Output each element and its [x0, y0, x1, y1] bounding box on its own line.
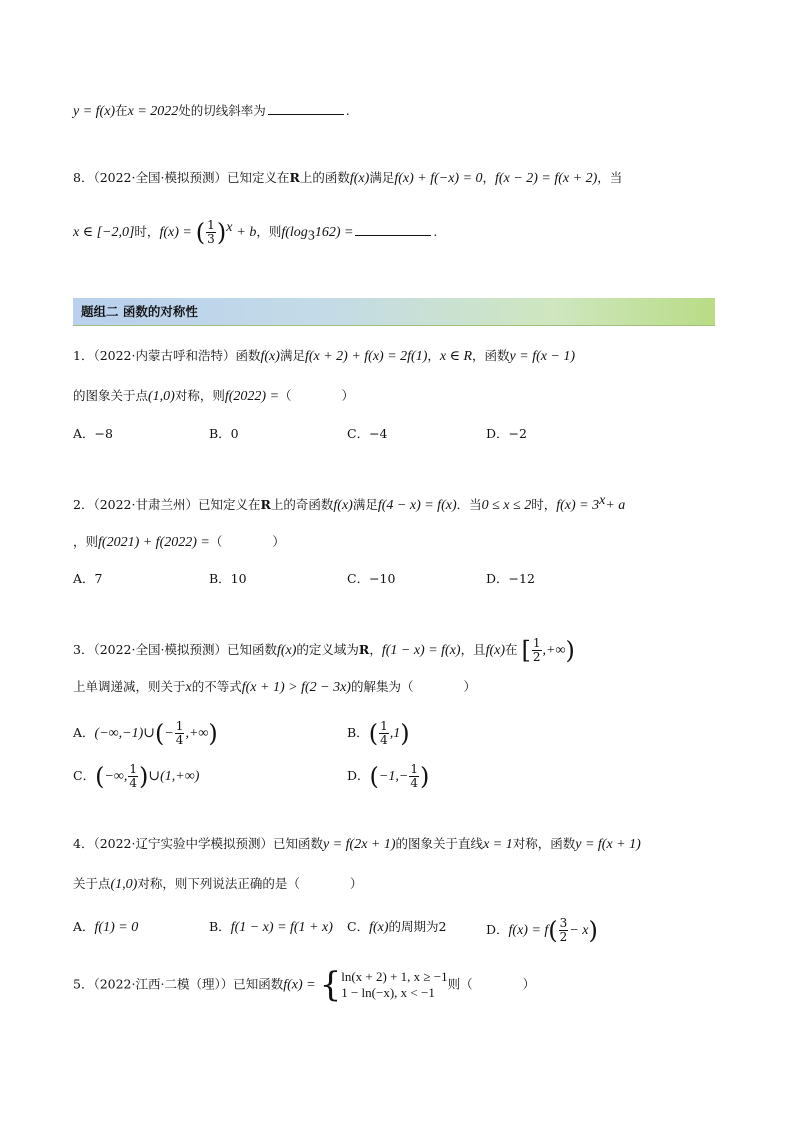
q3-optB-paren-left: (	[368, 719, 379, 748]
q4-source: 4．（2022·辽宁实验中学模拟预测）已知函数	[73, 836, 323, 851]
q3-optB-num: 1	[380, 719, 388, 733]
q3-optA-frac	[175, 720, 185, 747]
q1-paren: （ ）	[279, 388, 355, 403]
q1-eq: f(x + 2) + f(x) = 2f(1)	[304, 349, 428, 364]
q4-optD-den: 2	[559, 930, 568, 944]
q4-option-d[interactable]	[486, 917, 598, 944]
q3-optA-paren-right: )	[208, 719, 218, 748]
q3-half	[532, 637, 542, 664]
q2-eq: f(4 − x) = f(x)	[377, 498, 457, 514]
q3-text5: 的不等式	[191, 679, 242, 694]
q7-text: 在	[115, 103, 128, 118]
q3-optB-paren-right: )	[400, 719, 410, 748]
q2-option-b[interactable]: B．10	[209, 571, 247, 586]
q8-real-set: R	[289, 170, 300, 185]
q8-answer-blank[interactable]	[355, 234, 431, 236]
q1-sep: ，	[427, 348, 440, 363]
q4-optD-part2: − x	[569, 923, 589, 938]
q3-optC-num: 1	[129, 762, 138, 776]
q2-line1	[73, 491, 625, 516]
q3-optC-paren-right: )	[139, 762, 149, 791]
q3-optD-label: D．	[347, 768, 370, 783]
q4-text4: 对称，则下列说法正确的是（ ）	[137, 876, 363, 891]
q8-eq2: f(x − 2) = f(x + 2)	[495, 171, 598, 186]
q4-option-a[interactable]	[73, 917, 138, 938]
q2-real-set: R	[260, 497, 271, 513]
q1-option-d[interactable]: D．−2	[486, 426, 527, 441]
q4-optD-num: 3	[559, 916, 568, 930]
q1-f2022: f(2022) =	[224, 389, 280, 404]
q2-exponent: x	[599, 493, 606, 508]
q2-option-a[interactable]: A．7	[73, 571, 103, 586]
q3-option-b[interactable]	[347, 720, 410, 747]
q2-line2	[73, 532, 285, 553]
q2-option-d[interactable]: D．−12	[486, 571, 535, 586]
q4-line1	[73, 834, 641, 855]
q4-optD-label: D．	[486, 922, 509, 937]
q2-source: 2．（2022·甘肃兰州）已知定义在	[73, 497, 261, 513]
q4-optB-label: B．	[209, 919, 231, 934]
q5-text: 则（ ）	[447, 976, 536, 992]
q8-text2: 满足	[369, 170, 395, 185]
q3-half-num: 1	[532, 636, 541, 650]
q3-optD-paren-left: (	[369, 762, 379, 791]
q8-fx: f(x)	[349, 171, 370, 186]
q7-answer-blank[interactable]	[268, 113, 344, 115]
q4-eq: y = f(2x + 1)	[323, 837, 396, 852]
q5-fx: f(x) =	[283, 977, 316, 993]
q4-optC-label: C．	[347, 919, 370, 934]
q4-optB-expr: f(1 − x) = f(1 + x)	[230, 920, 333, 935]
q3-paren-right: )	[565, 636, 575, 665]
q3-text2: ，且	[460, 642, 486, 657]
q3-option-d[interactable]	[347, 763, 429, 790]
q3-optD-num: 1	[410, 762, 418, 776]
q8-text4: 时，	[134, 224, 160, 240]
q4-optD-part1: f(x) = f	[508, 923, 549, 938]
q4-optD-paren-left: (	[548, 916, 558, 945]
q3-optC-frac	[128, 763, 138, 790]
q4-option-b[interactable]	[209, 917, 333, 938]
q3-optA-label: A．	[73, 725, 95, 740]
q1-text2: ，函数	[472, 348, 510, 363]
q8-text: 上的函数	[299, 170, 350, 185]
q8-paren-left: (	[195, 218, 206, 247]
q3-optD-frac	[409, 763, 419, 790]
q3-optC-label: C．	[73, 768, 96, 783]
q7-tail-line	[73, 101, 350, 122]
q3-optC-paren-left: (	[95, 762, 105, 791]
q2-eq2: f(x) = 3	[556, 498, 600, 514]
q2-text3: ．当	[456, 497, 482, 513]
q3-half-den: 2	[532, 650, 541, 664]
q8-log: f(log	[281, 225, 308, 241]
q1-source: 1．（2022·内蒙古呼和浩特）函数	[73, 348, 261, 363]
q1-line2	[73, 386, 354, 407]
q3-text3: 在	[505, 642, 518, 657]
q3-optC-den: 4	[129, 776, 138, 790]
q8-domain: x ∈ [−2,0]	[73, 225, 135, 241]
q2-option-c[interactable]: C．−10	[347, 571, 396, 586]
q1-text4: 对称，则	[174, 388, 225, 403]
q3-optA-part1: (−∞,−1)∪	[94, 726, 155, 741]
q2-plus-a: + a	[605, 498, 626, 514]
q8-text3: ，当	[597, 170, 623, 185]
q5-case2: 1 − ln(−x), x < −1	[341, 985, 435, 1000]
q3-bracket-left: [	[521, 636, 531, 665]
q4-option-c[interactable]	[347, 917, 446, 938]
q3-var: x	[185, 680, 192, 695]
q8-source: （2022·全国·模拟预测）已知定义在	[93, 170, 290, 185]
q1-fx: f(x)	[260, 349, 280, 364]
q3-optD-paren-right: )	[419, 762, 430, 791]
q8-fx2: f(x) =	[159, 225, 192, 241]
q8-number: 8．	[73, 170, 94, 185]
q7-text2: 处的切线斜率为	[178, 103, 266, 118]
q3-optD-part1: −1,−	[378, 769, 409, 784]
q3-option-c[interactable]	[73, 763, 199, 790]
q2-cond: 0 ≤ x ≤ 2	[481, 498, 532, 514]
q3-optC-part2: ∪(1,+∞)	[148, 769, 200, 784]
q3-optA-den: 4	[175, 733, 184, 747]
q7-end: .	[345, 103, 350, 118]
q8-plus-b: + b	[236, 225, 257, 241]
q3-optA-neg: −	[164, 726, 174, 741]
q3-source: 3．（2022·全国·模拟预测）已知函数	[73, 642, 277, 657]
q4-point: (1,0)	[110, 877, 138, 892]
q3-optB-den: 4	[380, 733, 388, 747]
q3-line1	[73, 637, 575, 664]
q7-function: y = f(x)	[73, 104, 116, 119]
q3-text4: 上单调递减，则关于	[73, 679, 186, 694]
q8-log-base: 3	[307, 228, 315, 244]
q4-eq2: y = f(x + 1)	[575, 837, 641, 852]
q1-option-c[interactable]: C．−4	[347, 426, 388, 441]
q1-option-a[interactable]: A．−8	[73, 426, 113, 441]
q1-option-b[interactable]: B．0	[209, 426, 239, 441]
q4-text: 的图象关于直线	[395, 836, 484, 851]
q3-text: 的定义域为	[296, 642, 359, 657]
q3-infinity: ,+∞	[542, 643, 566, 658]
q3-sep: ，	[369, 642, 382, 657]
q2-text2: 满足	[352, 497, 378, 513]
q3-inequality: f(x + 1) > f(2 − 3x)	[241, 680, 351, 695]
q4-optC-text: 的周期为2	[388, 919, 447, 934]
q8-exponent: x	[226, 220, 233, 235]
q3-optD-den: 4	[410, 776, 418, 790]
q3-optC-part1: −∞,	[104, 769, 128, 784]
q5-line1	[73, 965, 536, 1005]
q1-text3: 的图象关于点	[73, 388, 149, 403]
q3-option-a[interactable]	[73, 720, 218, 747]
q4-line2	[73, 874, 362, 895]
q3-fx2: f(x)	[485, 643, 506, 658]
q3-optB-frac	[379, 720, 389, 747]
q4-optA-expr: f(1) = 0	[94, 920, 139, 935]
q3-optB-label: B．	[347, 725, 369, 740]
q4-line-eq: x = 1	[483, 837, 513, 852]
q8-log-arg: 162) =	[314, 225, 354, 241]
q8-line1	[73, 168, 622, 189]
q3-optA-paren-left: (	[154, 719, 165, 748]
q3-optA-part2: ,+∞	[185, 726, 209, 741]
q2-paren: （ ）	[209, 534, 285, 549]
q4-optD-frac	[559, 917, 569, 944]
q3-line2	[73, 677, 476, 698]
q2-text5: ，则	[73, 534, 99, 549]
section-header-symmetry: 题组二 函数的对称性	[73, 298, 715, 326]
q4-optC-fx: f(x)	[369, 920, 389, 935]
q1-point: (1,0)	[148, 389, 175, 404]
q3-optA-num: 1	[175, 719, 184, 733]
q8-frac-den: 3	[207, 232, 215, 247]
q3-real-set: R	[358, 642, 370, 657]
q8-eq1: f(x) + f(−x) = 0	[394, 171, 483, 186]
q5-case1: ln(x + 2) + 1, x ≥ −1	[341, 969, 448, 984]
q4-text3: 关于点	[73, 876, 111, 891]
q8-sep: ，	[482, 170, 496, 185]
q8-end: .	[433, 224, 438, 240]
q3-text6: 的解集为（ ）	[350, 679, 476, 694]
q4-text2: 对称，函数	[512, 836, 576, 851]
q7-point: x = 2022	[127, 104, 179, 119]
q4-optD-paren-right: )	[588, 916, 598, 945]
q2-sum: f(2021) + f(2022) =	[98, 535, 210, 550]
q1-line1	[73, 346, 575, 367]
q4-optA-label: A．	[73, 919, 95, 934]
q2-text: 上的奇函数	[270, 497, 334, 513]
q1-text: 满足	[279, 348, 305, 363]
q8-paren-right: )	[216, 218, 227, 247]
q3-fx: f(x)	[276, 643, 297, 658]
q3-eq: f(1 − x) = f(x)	[381, 643, 461, 658]
q8-text5: ，则	[256, 224, 282, 240]
q5-brace: {	[319, 965, 342, 1005]
q8-fraction	[206, 219, 216, 246]
q8-line2	[73, 218, 437, 247]
q5-piecewise	[341, 969, 447, 1001]
q8-frac-num: 1	[207, 218, 215, 233]
q3-optB-part: ,1	[389, 726, 401, 741]
q1-domain: x ∈ R	[439, 349, 473, 364]
q5-source: 5．（2022·江西·二模（理））已知函数	[73, 976, 284, 992]
q2-text4: 时，	[531, 497, 557, 513]
q1-eq2: y = f(x − 1)	[509, 349, 576, 364]
q2-fx: f(x)	[333, 498, 353, 514]
